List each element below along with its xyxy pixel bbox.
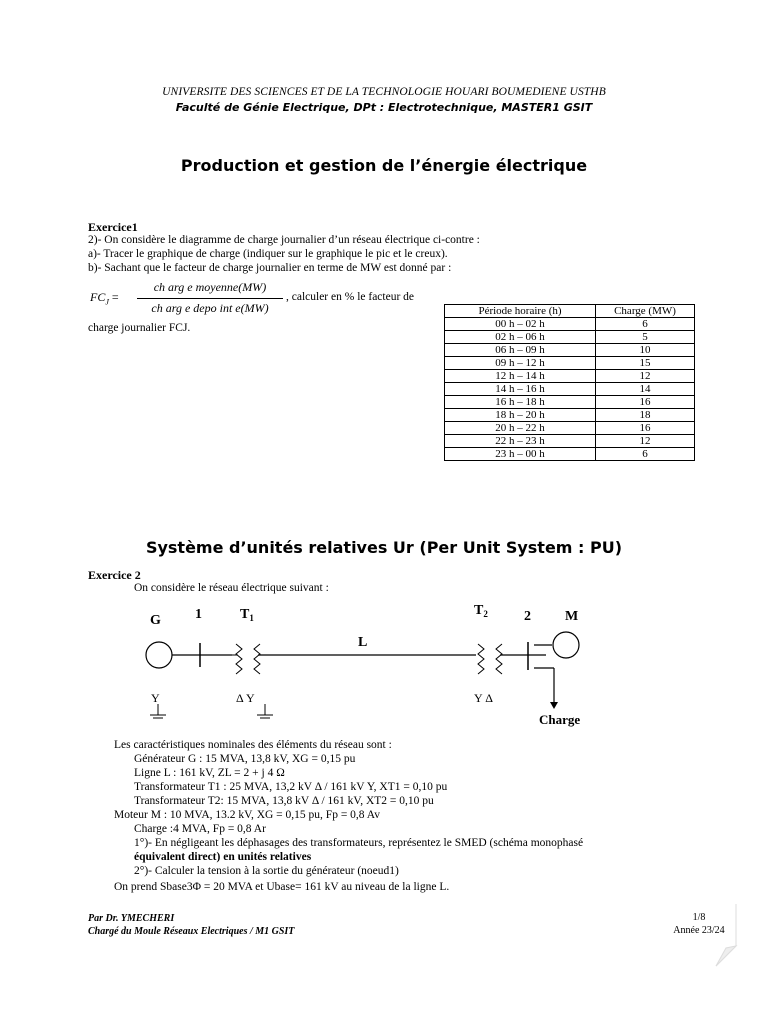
motor-symbol [553,632,579,658]
table-row [445,344,695,357]
fraction-bar [137,298,283,299]
table-row [445,357,695,370]
network-diagram [120,598,620,733]
question-1b: équivalent direct) en unités relatives [134,851,312,863]
table-row [445,435,695,448]
table-cell: 18 [596,409,695,422]
question-2: 2°)- Calculer la tension à la sortie du générateur (noeud1) [134,865,399,877]
transformer1-spec: Transformateur T1 : 25 MVA, 13,2 kV Δ / 161 kV Y, XT1 = 0,10 pu [134,781,448,793]
exercise2-intro: On considère le réseau électrique suivant : [134,582,329,594]
table-cell: 14 h – 16 h [445,383,596,396]
formula-denominator: ch arg e depo int e(MW) [151,301,269,315]
label-m: M [565,609,579,624]
table-cell: 6 [596,318,695,331]
characteristics-intro: Les caractéristiques nominales des éléments du réseau sont : [114,739,392,751]
table-row [445,448,695,461]
table-cell: 16 [596,422,695,435]
label-t2-yd: Y Δ [474,691,493,705]
label-g: G [150,613,161,628]
label-bus2: 2 [524,609,531,624]
t2-primary-winding [478,644,484,674]
exercise1-line: b)- Sachant que le facteur de charge journalier en terme de MW est donné par : [88,262,452,274]
charge-spec: Charge :4 MVA, Fp = 0,8 Ar [134,823,266,835]
footer-year: Année 23/24 [673,925,725,936]
label-t1-dy: Δ Y [236,691,255,705]
table-cell: 16 h – 18 h [445,396,596,409]
footer-role: Chargé du Moule Réseaux Electriques / M1 GSIT [88,926,295,937]
page-curl-icon [704,902,744,970]
base-values: On prend Sbase3Φ = 20 MVA et Ubase= 161 kV au niveau de la ligne L. [114,881,450,893]
table-cell: 16 [596,396,695,409]
table-cell: 09 h – 12 h [445,357,596,370]
table-cell: 15 [596,357,695,370]
load-arrow-head [550,702,558,709]
page-number: 1/8 [692,912,706,923]
table-cell: 5 [596,331,695,344]
table-cell: 10 [596,344,695,357]
label-gen-y: Y [151,691,160,705]
formula-lhs: $FC_J$ = [90,290,119,307]
label-line: L [358,635,368,650]
table-header-row [445,305,695,318]
load-schedule-table [444,304,695,461]
table-cell: 20 h – 22 h [445,422,596,435]
generator-spec: Générateur G : 15 MVA, 13,8 kV, XG = 0,15 pu [134,753,356,765]
label-charge: Charge [539,712,581,727]
table-row [445,422,695,435]
table-row [445,331,695,344]
t2-secondary-winding [496,644,502,674]
footer-author: Par Dr. YMECHERI [88,913,175,924]
table-cell: 6 [596,448,695,461]
question-1a: 1°)- En négligeant les déphasages des transformateurs, représentez le SMED (schéma monophasé [134,837,584,849]
transformer2-spec: Transformateur T2: 15 MVA, 13,8 kV Δ / 161 kV, XT2 = 0,10 pu [134,795,434,807]
label-bus1: 1 [195,607,202,622]
university-header: UNIVERSITE DES SCIENCES ET DE LA TECHNOLOGIE HOUARI BOUMEDIENE USTHB [162,86,606,98]
table-cell: 22 h – 23 h [445,435,596,448]
table-row [445,318,695,331]
formula-tail: , calculer en % le facteur de [286,291,415,303]
table-cell: 12 [596,435,695,448]
column-header: Charge (MW) [596,305,695,318]
table-cell: 14 [596,383,695,396]
label-t1: $T_1$ [240,607,254,623]
table-cell: 23 h – 00 h [445,448,596,461]
section-title-pu: Système d’unités relatives Ur (Per Unit System : PU) [145,538,623,557]
load-schedule-table-wrap [444,304,695,461]
line-spec: Ligne L : 161 kV, ZL = 2 + j 4 Ω [134,767,285,779]
exercise1-title: Exercice1 [88,220,138,234]
faculty-header: Faculté de Génie Electrique, DPt : Electrotechnique, MASTER1 GSIT [175,101,593,114]
exercise1-line: a)- Tracer le graphique de charge (indiquer sur le graphique le pic et le creux). [88,248,448,260]
t1-primary-winding [236,644,242,674]
label-t2: $T_2$ [474,603,488,619]
table-row [445,396,695,409]
table-cell: 06 h – 09 h [445,344,596,357]
table-cell: 02 h – 06 h [445,331,596,344]
column-header: Période horaire (h) [445,305,596,318]
table-row [445,370,695,383]
t1-secondary-winding [254,644,260,674]
table-cell: 18 h – 20 h [445,409,596,422]
table-cell: 00 h – 02 h [445,318,596,331]
generator-symbol [146,642,172,668]
table-cell: 12 [596,370,695,383]
motor-spec: Moteur M : 10 MVA, 13.2 kV, XG = 0,15 pu, Fp = 0,8 Av [114,809,380,821]
table-cell: 12 h – 14 h [445,370,596,383]
page-title: Production et gestion de l’énergie électrique [180,156,588,175]
exercise2-title: Exercice 2 [88,568,141,582]
table-row [445,409,695,422]
formula-tail-2: charge journalier FCJ. [88,322,191,334]
formula-numerator: ch arg e moyenne(MW) [153,280,267,294]
exercise1-line: 2)- On considère le diagramme de charge journalier d’un réseau électrique ci-contre : [88,234,480,246]
table-row [445,383,695,396]
